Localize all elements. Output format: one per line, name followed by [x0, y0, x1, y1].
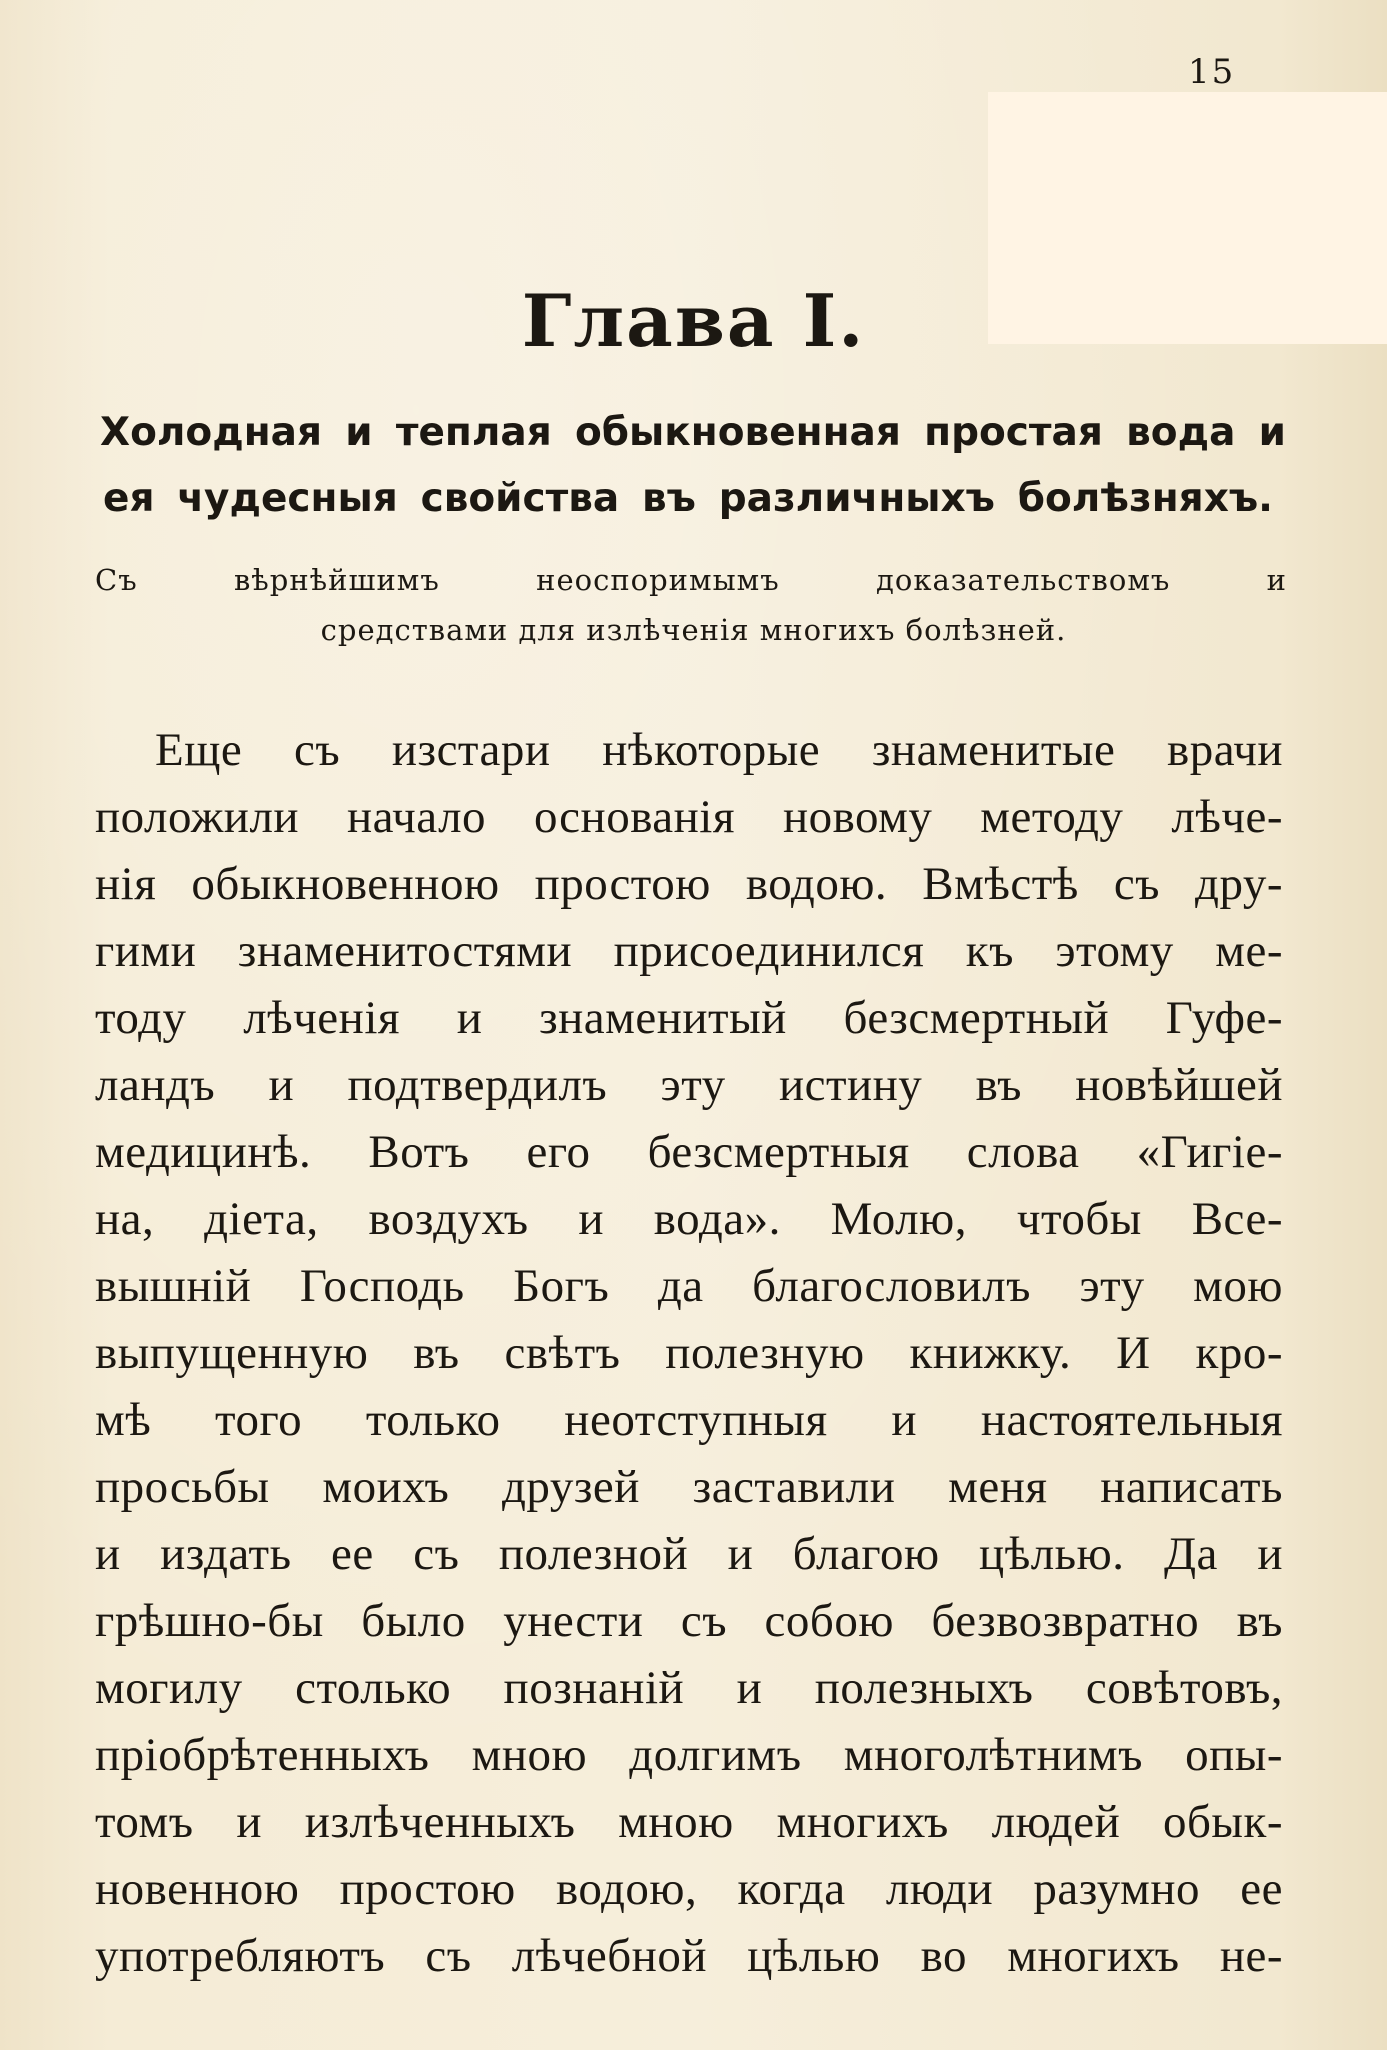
body-line: томъ и излѣченныхъ мною многихъ людей обык-	[95, 1796, 1283, 1848]
body-line: медицинѣ. Вотъ его безсмертныя слова «Гигіе-	[95, 1126, 1283, 1178]
body-line: тоду лѣченія и знаменитый безсмертный Гуфе-	[95, 992, 1283, 1044]
body-line: мѣ того только неотступныя и настоятельныя	[95, 1394, 1283, 1446]
body-line: выпущенную въ свѣтъ полезную книжку. И кро-	[95, 1327, 1283, 1379]
body-line: гими знаменитостями присоединился къ этому ме-	[95, 925, 1283, 977]
body-line: на, діета, воздухъ и вода». Молю, чтобы Все-	[95, 1193, 1283, 1245]
body-line: новенною простою водою, когда люди разумно ее	[95, 1863, 1283, 1915]
body-line: и издать ее съ полезной и благою цѣлью. Да и	[95, 1528, 1283, 1580]
body-line: нія обыкновенною простою водою. Вмѣстѣ съ дру-	[95, 858, 1283, 910]
body-line: Еще съ изстари нѣкоторые знаменитые врачи	[155, 724, 1283, 776]
body-line: ландъ и подтвердилъ эту истину въ новѣйшей	[95, 1059, 1283, 1111]
intro-line-2: средствами для излѣченія многихъ болѣзней.	[320, 613, 1067, 647]
body-line: могилу столько познаній и полезныхъ совѣтовъ,	[95, 1662, 1283, 1714]
body-line: вышній Господь Богъ да благословилъ эту мою	[95, 1260, 1283, 1312]
page-number: 15	[1188, 52, 1236, 92]
body-line: употребляютъ съ лѣчебной цѣлью во многихъ не-	[95, 1930, 1283, 1982]
body-line: положили начало основанія новому методу лѣче-	[95, 791, 1283, 843]
body-line: грѣшно-бы было унести съ собою безвозвратно въ	[95, 1595, 1283, 1647]
intro-line-1: Съ вѣрнѣйшимъ неоспоримымъ доказательствомъ и	[95, 563, 1287, 597]
body-line: просьбы моихъ друзей заставили меня написать	[95, 1461, 1283, 1513]
chapter-subtitle-line-2: ея чудесныя свойства въ различныхъ болѣзняхъ.	[103, 476, 1273, 521]
chapter-title: Глава I.	[521, 278, 866, 363]
chapter-subtitle-line-1: Холодная и теплая обыкновенная простая вода и	[100, 410, 1286, 455]
body-line: пріобрѣтенныхъ мною долгимъ многолѣтнимъ опы-	[95, 1729, 1283, 1781]
